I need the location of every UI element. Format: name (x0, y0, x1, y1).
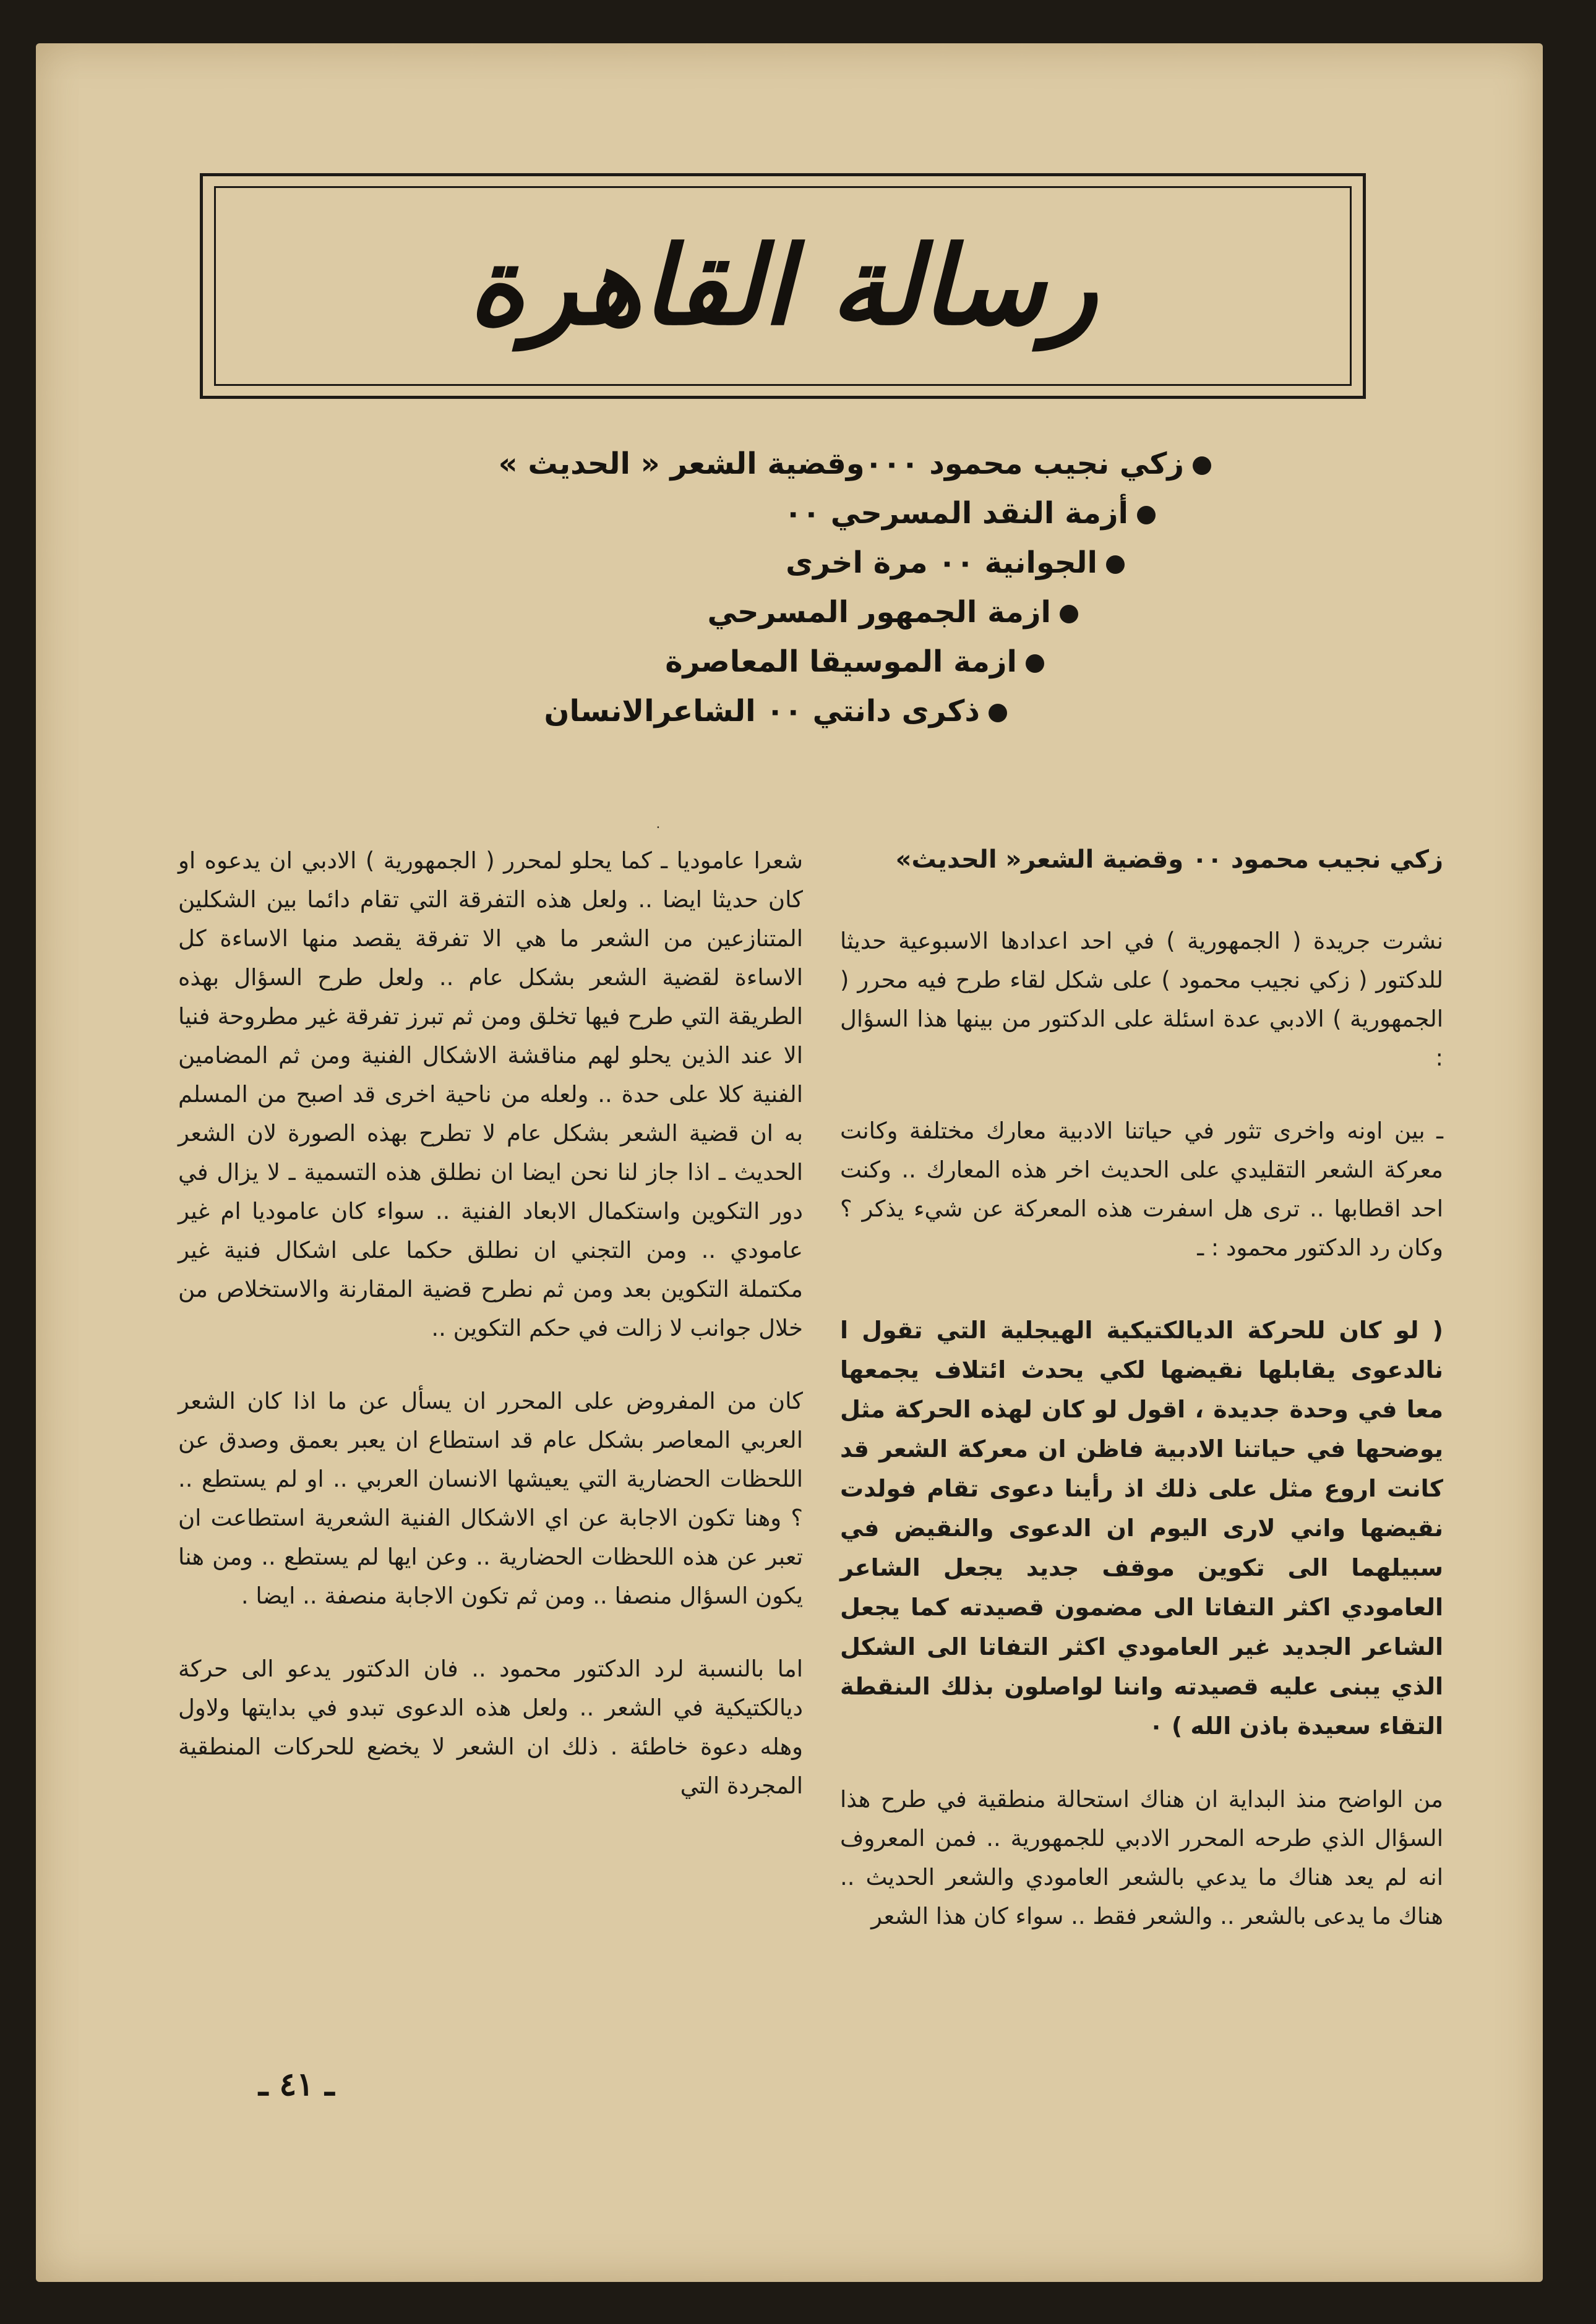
headline-item (407, 538, 1211, 587)
bullet-icon (1106, 555, 1125, 574)
headline-text: الجوانية ٠٠ مرة اخرى (786, 545, 1097, 580)
bullet-icon (1060, 605, 1078, 623)
article-quote: ( لو كان للحركة الديالكتيكية الهيجلية التي تقول ا نالدعوى يقابلها نقيضها لكي يحدث ائتلاف يجمعها معا في وحدة جديدة ، اقول لو كان لهذه الحركة مثل يوضحها في حياتنا الادبية فاظن ان معركة الشعر قد كانت اروع مثل على ذلك اذ رأينا دعوى تقام فولدت نقيضها واني لارى اليوم ان الدعوى والنقيض في سبيلهما الى تكوين موقف جديد يجعل الشاعر العامودي اكثر التفاتا الى مضمون قصيدته كما يجعل الشاعر الجديد غير العامودي اكثر التفاتا الى الشكل الذي يبنى عليه قصيدته واننا لواصلون بذلك الىنقطة التقاء سعيدة باذن الله ) ٠ (840, 1317, 1443, 1740)
article-paragraph: شعرا عاموديا ـ كما يحلو لمحرر ( الجمهورية ) الادبي ان يدعوه او كان حديثا ايضا .. ولعل هذه التفرقة التي تقام دائما بين الشكلين المتنازعين من الشعر ما هي الا تفرقة يقصد منها الاساءة كل الاساءة لقضية الشعر بشكل عام .. ولعل طرح السؤال بهذه الطريقة التي طرح فيها تخلق ومن ثم تبرز تفرقة غير مطروحة فنيا الا عند الذين يحلو لهم مناقشة الاشكال الفنية ومن ثم المضامين الفنية كلا على حدة .. ولعله من ناحية اخرى قد اصبح من المسلم به ان قضية الشعر بشكل عام لا تطرح بهذه الصورة لان الشعر الحديث ـ اذا جاز لنا نحن ايضا ان نطلق هذه التسمية ـ لا يزال في دور التكوين واستكمال الابعاد الفنية .. سواء كان عاموديا ام غير عامودي .. ومن التجني ان نطلق حكما على اشكال فنية غير مكتملة التكوين بعد ومن ثم نطرح قضية المقارنة والاستخلاص من خلال جوانب لا زالت في حكم التكوين .. (178, 847, 803, 1341)
headline-item (407, 439, 1211, 489)
article-paragraph: من الواضح منذ البداية ان هناك استحالة منطقية في طرح هذا السؤال الذي طرحه المحرر الادبي للجمهورية .. فمن المعروف انه لم يعد هناك ما يدعي بالشعر العامودي والشعر الحديث .. هناك ما يدعى بالشعر .. والشعر فقط .. سواء كان هذا الشعر (840, 1786, 1443, 1929)
headline-item (407, 489, 1211, 538)
bullet-icon (989, 704, 1007, 722)
article-column-left (178, 841, 803, 1805)
bullet-icon (1193, 456, 1211, 475)
article-column-right (840, 841, 1443, 1936)
article-paragraph: نشرت جريدة ( الجمهورية ) في احد اعدادها الاسبوعية حديثا للدكتور ( زكي نجيب محمود ) على شكل لقاء طرح فيه محرر ( الجمهورية ) الادبي عدة اسئلة على الدكتور من بينها هذا السؤال : (840, 928, 1443, 1071)
headline-item (407, 637, 1211, 686)
headline-item (407, 587, 1211, 637)
masthead-title: رسالة القاهرة (468, 223, 1097, 349)
article-title: زكي نجيب محمود ٠٠ وقضية الشعر« الحديث» (895, 845, 1443, 874)
headline-list (407, 439, 1211, 736)
masthead-frame (200, 173, 1366, 399)
article-paragraph: كان من المفروض على المحرر ان يسأل عن ما اذا كان الشعر العربي المعاصر بشكل عام قد استطاع ان يعبر بعمق وصدق عن اللحظات الحضارية التي يعيشها الانسان العربي .. او لم يستطع .. ؟ وهنا تكون الاجابة عن اي الاشكال الفنية الشعرية استطاعت ان تعبر عن هذه اللحظات الحضارية .. وعن ايها لم يستطع .. ومن هنا يكون السؤال منصفا .. ومن ثم تكون الاجابة منصفة .. ايضا . (178, 1388, 803, 1609)
article-paragraph: ـ بين اونه واخرى تثور في حياتنا الادبية معارك مختلفة وكانت معركة الشعر التقليدي على الحديث اخر هذه المعارك .. وكنت احد اقطابها .. ترى هل اسفرت هذه المعركة عن شيء يذكر ؟وكان رد الدكتور محمود : ـ (840, 1117, 1443, 1261)
masthead-inner-frame (214, 186, 1352, 386)
headline-text: ازمة الجمهور المسرحي (707, 595, 1051, 630)
magazine-page (36, 43, 1543, 2282)
headline-text: ازمة الموسيقا المعاصرة (665, 644, 1017, 679)
bullet-icon (1137, 506, 1156, 524)
headline-text: أزمة النقد المسرحي ٠٠ (784, 496, 1128, 531)
bullet-icon (1026, 654, 1044, 673)
headline-text: ذكرى دانتي ٠٠ الشاعرالانسان (544, 694, 980, 728)
page-number: ـ ٤١ ـ (259, 2066, 335, 2103)
article-paragraph: اما بالنسبة لرد الدكتور محمود .. فان الدكتور يدعو الى حركة ديالكتيكية في الشعر .. ولعل هذه الدعوى تبدو في بدايتها ولاول وهله دعوة خاطئة . ذلك ان الشعر لا يخضع للحركات المنطقية المجردة التي (178, 1655, 803, 1799)
print-mark: ٠ (654, 819, 662, 835)
headline-item (407, 686, 1211, 736)
headline-text: زكي نجيب محمود ٠٠٠وقضية الشعر « الحديث » (498, 446, 1184, 481)
